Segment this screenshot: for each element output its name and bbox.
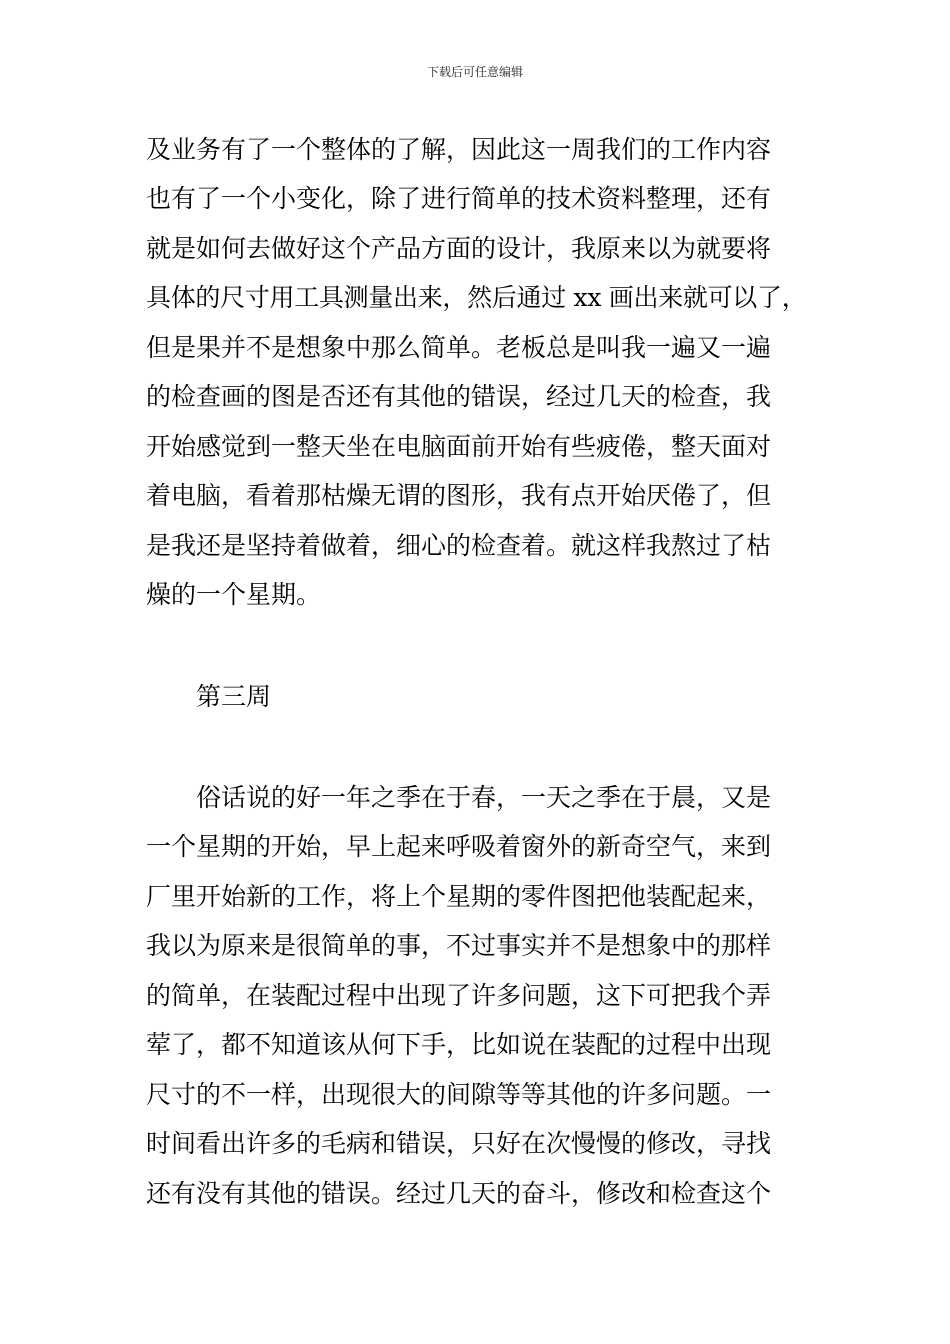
paragraph-line: 荤了，都不知道该从何下手，比如说在装配的过程中出现 (146, 1030, 772, 1059)
paragraph-line: 的简单，在装配过程中出现了许多问题，这下可把我个弄 (146, 981, 772, 1010)
paragraph-line: 也有了一个小变化，除了进行简单的技术资料整理，还有 (146, 184, 772, 213)
paragraph-line: 还有没有其他的错误。经过几天的奋斗，修改和检查这个 (146, 1179, 772, 1208)
page-header-note: 下载后可任意编辑 (426, 65, 523, 79)
paragraph-line: 是我还是坚持着做着，细心的检查着。就这样我熬过了枯 (146, 531, 772, 560)
paragraph-line: 就是如何去做好这个产品方面的设计，我原来以为就要将 (146, 234, 772, 263)
paragraph-line: 的检查画的图是否还有其他的错误，经过几天的检查，我 (146, 382, 772, 411)
paragraph-line: 一个星期的开始，早上起来呼吸着窗外的新奇空气，来到 (146, 832, 772, 861)
paragraph-line: 着电脑，看着那枯燥无谓的图形，我有点开始厌倦了，但 (146, 481, 772, 510)
paragraph-line: 时间看出许多的毛病和错误，只好在次慢慢的修改，寻找 (146, 1129, 772, 1158)
paragraph-line: 开始感觉到一整天坐在电脑面前开始有些疲倦，整天面对 (146, 432, 772, 461)
paragraph-line: 我以为原来是很简单的事，不过事实并不是想象中的那样 (146, 931, 772, 960)
paragraph-line: 及业务有了一个整体的了解，因此这一周我们的工作内容 (146, 135, 772, 164)
paragraph-line: 尺寸的不一样，出现很大的间隙等等其他的许多问题。一 (146, 1080, 772, 1109)
paragraph-line: 但是果并不是想象中那么简单。老板总是叫我一遍又一遍 (146, 333, 772, 362)
paragraph-line: 燥的一个星期。 (146, 580, 322, 609)
paragraph-line: 具体的尺寸用工具测量出来，然后通过 xx 画出来就可以了， (146, 283, 807, 312)
paragraph-line: 俗话说的好一年之季在于春，一天之季在于晨，又是 (196, 783, 772, 812)
section-heading: 第三周 (196, 682, 272, 711)
paragraph-line: 厂里开始新的工作，将上个星期的零件图把他装配起来， (146, 882, 772, 911)
